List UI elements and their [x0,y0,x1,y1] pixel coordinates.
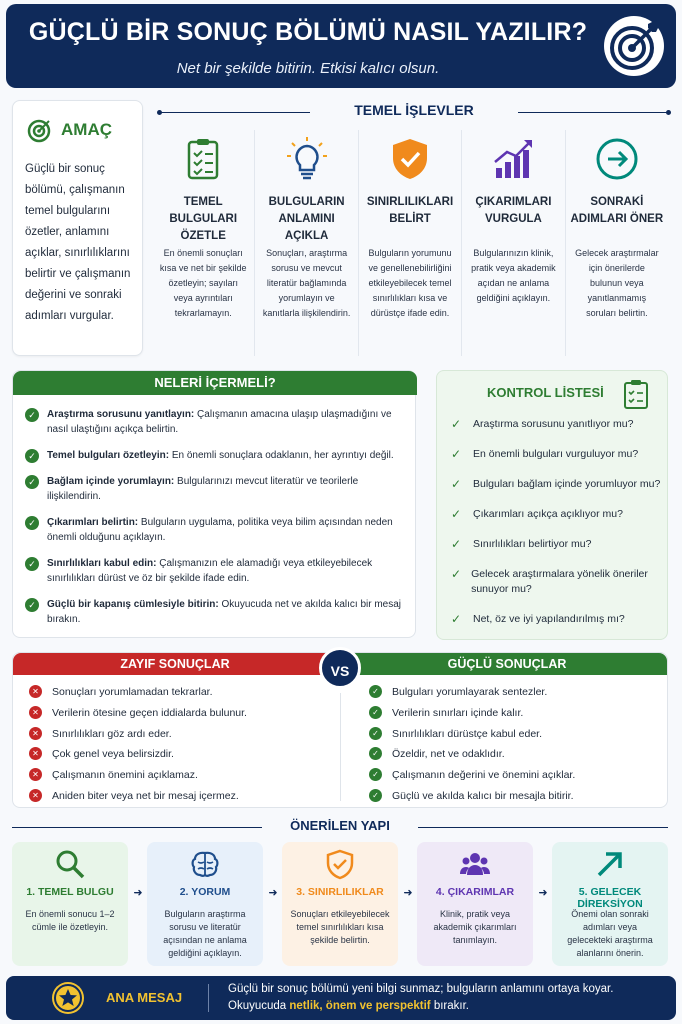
page-subtitle: Net bir şekilde bitirin. Etkisi kalıcı olsun. [176,60,440,77]
list-item: ✕ Aniden biter veya net bir mesaj içermez. [29,789,329,803]
step-title: 4. ÇIKARIMLAR [435,886,515,898]
vs-badge: VS [319,647,361,689]
zayif-sonuclar-title: ZAYIF SONUÇLAR [13,653,337,675]
check-icon: ✓ [451,507,462,521]
kontrol-listesi-card [436,370,668,640]
arrow-up-right-icon [594,848,626,880]
checklist-item: ✓ En önemli bulguları vurguluyor mu? [451,447,639,461]
func-desc: Gelecek araştırmalar için önerilerde bulunun veya yanıtlanmamış soruları belirtin. [575,248,659,318]
arrow-right-icon: ➜ [538,887,548,899]
step-card [12,842,128,966]
growth-chart-icon [490,136,536,182]
func-desc: Bulguların yorumunu ve genellenebilirliğini etkileyebilecek temel sınırlılıkları kısa ve dürüstçe ifade edin. [368,248,452,318]
arrow-right-icon: ➜ [133,887,143,899]
list-item: ✕ Sonuçları yorumlamadan tekrarlar. [29,685,329,699]
step-title: 3. SINIRLILIKLAR [296,886,384,898]
check-circle-icon: ✓ [25,475,39,489]
list-item: ✓ Çıkarımları belirtin: Bulguların uygulama, politika veya bilim açısından neden önemli olduğunu açıklayın. [25,515,405,545]
guclu-sonuclar-list [369,685,659,810]
step-desc: Bulguların araştırma sorusu ve literatür açısından ne anlama geldiğini açıklayın. [163,909,247,958]
list-item: ✓ Güçlü ve akılda kalıcı bir mesajla bitirir. [369,789,659,803]
divider [208,984,209,1012]
amac-text: Güçlü bir sonuç bölümü, çalışmanın temel bulgularını özetler, anlamını açıklar, sınırlılıklarını belirtir ve çalışmanın değerini ve sonraki adımları vurgular. [25,163,131,322]
step-title: 1. TEMEL BULGU [26,886,114,898]
x-circle-icon: ✕ [29,706,42,719]
check-circle-icon: ✓ [369,685,382,698]
func-item [359,130,462,356]
check-circle-icon: ✓ [369,727,382,740]
check-circle-icon: ✓ [25,516,39,530]
arrow-right-icon: ➜ [268,887,278,899]
temel-islevler-list [152,130,668,356]
divider [340,693,341,801]
list-item: ✓ Bağlam içinde yorumlayın: Bulgularınızı mevcut literatür ve teorilerle ilişkilendirin. [25,474,405,504]
shield-check-icon [387,136,433,182]
page-title: GÜÇLÜ BİR SONUÇ BÖLÜMÜ NASIL YAZILIR? [28,18,588,46]
neleri-icermeli-title: NELERİ İÇERMELİ? [13,371,417,395]
temel-islevler-heading [160,102,668,122]
onerilen-yapi-title: ÖNERİLEN YAPI [290,818,390,833]
arrow-right-icon: ➜ [403,887,413,899]
x-circle-icon: ✕ [29,685,42,698]
step-desc: Önemi olan sonraki adımları veya gelecekteki araştırma alanlarını önerin. [567,909,653,958]
check-icon: ✓ [451,417,462,431]
func-desc: Bulgularınızın klinik, pratik veya akademik açıdan ne anlama geldiğini açıklayın. [471,248,556,303]
target-icon [27,117,53,143]
check-icon: ✓ [451,537,462,551]
check-circle-icon: ✓ [25,598,39,612]
star-icon [52,982,84,1014]
func-title: SONRAKİ ADIMLARI ÖNER [570,196,664,225]
amac-card [12,100,143,356]
func-item [462,130,565,356]
ana-mesaj-label: ANA MESAJ [106,990,183,1005]
func-item [566,130,668,356]
checklist-item: ✓ Net, öz ve iyi yapılandırılmış mı? [451,612,625,626]
list-item: ✓ Sınırlılıkları kabul edin: Çalışmanızın ele alamadığı veya etkileyebilecek sınırlılıkları dürüst ve öz bir şekilde ifade edin. [25,556,405,586]
step-card [552,842,668,966]
step-card [147,842,263,966]
check-icon: ✓ [451,477,462,491]
lightbulb-icon [284,136,330,182]
brain-icon [189,848,221,880]
check-circle-icon: ✓ [25,449,39,463]
list-item: ✕ Verilerin ötesine geçen iddialarda bulunur. [29,706,329,720]
func-title: ÇIKARIMLARI VURGULA [475,196,552,225]
x-circle-icon: ✕ [29,768,42,781]
check-circle-icon: ✓ [369,747,382,760]
list-item: ✓ Sınırlılıkları dürüstçe kabul eder. [369,727,659,741]
arrow-circle-icon [594,136,640,182]
temel-islevler-title: TEMEL İŞLEVLER [354,102,474,118]
ana-mesaj-banner [6,976,676,1020]
list-item: ✕ Çalışmanın önemini açıklamaz. [29,768,329,782]
checklist-item: ✓ Sınırlılıkları belirtiyor mu? [451,537,592,551]
check-circle-icon: ✓ [369,768,382,781]
amac-title: AMAÇ [61,120,112,139]
check-circle-icon: ✓ [369,789,382,802]
zayif-sonuclar-list [29,685,329,810]
x-circle-icon: ✕ [29,789,42,802]
step-desc: Klinik, pratik veya akademik çıkarımları tanımlayın. [433,909,517,945]
list-item: ✓ Verilerin sınırları içinde kalır. [369,706,659,720]
neleri-icermeli-card [12,370,416,638]
step-desc: En önemli sonucu 1–2 cümle ile özetleyin. [25,909,115,932]
func-desc: En önemli sonuçları kısa ve net bir şekilde özetleyin; sayıları veya ayrıntıları tekrarlamayın. [159,248,247,318]
check-icon: ✓ [451,447,462,461]
check-circle-icon: ✓ [369,706,382,719]
func-item [255,130,358,356]
clipboard-check-icon [180,136,226,182]
kontrol-listesi-title: KONTROL LİSTESİ [487,385,604,400]
people-icon [459,848,491,880]
checklist-item: ✓ Gelecek araştırmalara yönelik öneriler sunuyor mu? [451,567,648,595]
step-title: 2. YORUM [179,886,231,898]
header-banner [6,4,676,88]
list-item: ✓ Bulguları yorumlayarak sentezler. [369,685,659,699]
func-desc: Sonuçları, araştırma sorusu ve mevcut literatür bağlamında yorumlayın ve kanıtlarla ilişkilendirin. [262,248,351,318]
func-title: BULGULARIN ANLAMINI AÇIKLA [268,196,345,242]
x-circle-icon: ✕ [29,747,42,760]
check-circle-icon: ✓ [25,557,39,571]
ana-mesaj-text: Güçlü bir sonuç bölümü yeni bilgi sunmaz; bulguların anlamını ortaya koyar. Okuyucuda netlik, önem ve perspektif bırakır. [228,983,614,1012]
zayif-vs-guclu-card [12,652,668,808]
onerilen-yapi-heading [12,818,668,838]
check-icon: ✓ [451,612,462,626]
step-title: 5. GELECEK DİREKSİYON [577,886,643,910]
step-card [282,842,398,966]
list-item: ✕ Sınırlılıkları göz ardı eder. [29,727,329,741]
check-icon: ✓ [451,567,462,581]
func-title: TEMEL BULGULARI ÖZETLE [169,196,238,242]
checklist-item: ✓ Bulguları bağlam içinde yorumluyor mu? [451,477,661,491]
func-title: SINIRLILIKLARI BELİRT [366,196,454,225]
step-desc: Sonuçları etkileyebilecek temel sınırlılıkları kısa şekilde belirtin. [290,909,390,945]
list-item: ✓ Temel bulguları özetleyin: En önemli sonuçlara odaklanın, her ayrıntıyı değil. [25,448,405,463]
step-card [417,842,533,966]
onerilen-yapi-steps [12,842,668,966]
checklist-item: ✓ Araştırma sorusunu yanıtlıyor mu? [451,417,634,431]
clipboard-check-icon [623,379,649,409]
shield-check-icon [324,848,356,880]
magnifier-icon [54,848,86,880]
guclu-sonuclar-title: GÜÇLÜ SONUÇLAR [347,653,667,675]
x-circle-icon: ✕ [29,727,42,740]
list-item: ✓ Güçlü bir kapanış cümlesiyle bitirin: Okuyucuda net ve akılda kalıcı bir mesaj bırakın. [25,597,405,627]
list-item: ✓ Özeldir, net ve odaklıdır. [369,747,659,761]
list-item: ✕ Çok genel veya belirsizdir. [29,747,329,761]
neleri-icermeli-list [25,407,405,638]
checklist-item: ✓ Çıkarımları açıkça açıklıyor mu? [451,507,623,521]
target-icon [602,14,666,78]
check-circle-icon: ✓ [25,408,39,422]
kontrol-listesi-list [451,417,661,642]
func-item [152,130,255,356]
list-item: ✓ Çalışmanın değerini ve önemini açıklar. [369,768,659,782]
list-item: ✓ Araştırma sorusunu yanıtlayın: Çalışmanın amacına ulaşıp ulaşmadığını ve nasıl ulaştığını açıkça belirtin. [25,407,405,437]
